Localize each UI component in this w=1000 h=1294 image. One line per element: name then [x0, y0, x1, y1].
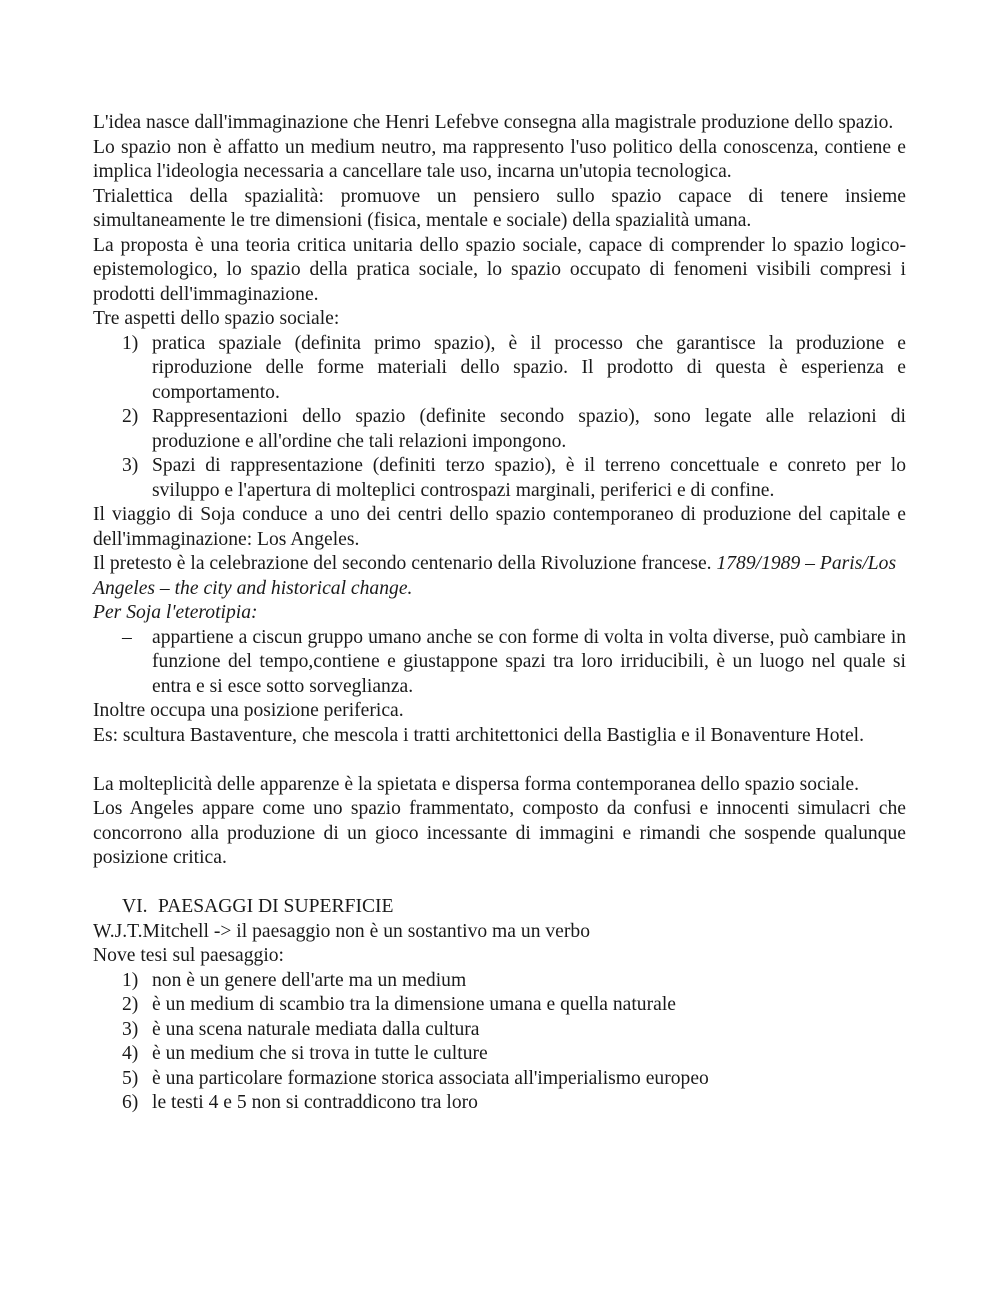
list-item — [93, 969, 906, 994]
list-item-text: pratica spaziale (definita primo spazio), è il processo che garantisce la produzione e riproduzione delle forme materiali dello spazio. Il prodotto di questa è esperienza e comportamento. — [152, 332, 906, 403]
paragraph-pretext — [93, 552, 906, 601]
list-item-text: non è un genere dell'arte ma un medium — [152, 969, 467, 991]
list-item — [93, 332, 906, 406]
list-number: 6) — [122, 1092, 139, 1113]
pretext-plain: Il pretesto è la celebrazione del secondo centenario della Rivoluzione francese. — [93, 553, 717, 574]
list-number: 3) — [122, 1018, 139, 1040]
list-number: 2) — [122, 406, 139, 427]
paragraph-space-not-neutral: Lo spazio non è affatto un medium neutro, ma rappresento l'uso politico della conoscenza, contiene e implica l'ideologia necessaria a cancellare tale uso, incarna un'utopia tecnologica. — [93, 136, 906, 182]
document-body — [93, 111, 906, 1116]
list-item — [93, 626, 906, 700]
paragraph-soja-trip: Il viaggio di Soja conduce a uno dei centri dello spazio contemporaneo di produzione del capitale e dell'immaginazione: Los Angeles. — [93, 504, 906, 550]
list-number: 2) — [122, 994, 139, 1015]
list-item — [93, 454, 906, 503]
list-number: 3) — [122, 455, 139, 476]
blank-line — [93, 871, 906, 896]
section-title: PAESAGGI DI SUPERFICIE — [158, 896, 394, 917]
list-item — [93, 993, 906, 1018]
list-item-text: le testi 4 e 5 non si contraddicono tra loro — [152, 1092, 478, 1113]
paragraph-example: Es: scultura Bastaventure, che mescola i tratti architettonici della Bastiglia e il Bonaventure Hotel. — [93, 724, 864, 746]
list-item — [93, 1091, 906, 1116]
section-number: VI. — [122, 896, 148, 917]
paragraph-peripheral: Inoltre occupa una posizione periferica. — [93, 700, 404, 721]
aspects-list — [93, 332, 906, 504]
list-item — [93, 405, 906, 454]
theses-list — [93, 969, 906, 1116]
list-number: 1) — [122, 332, 139, 354]
list-number: 4) — [122, 1043, 139, 1064]
paragraph-three-aspects-intro: Tre aspetti dello spazio sociale: — [93, 308, 340, 329]
section-heading — [93, 895, 906, 920]
blank-line — [93, 748, 906, 773]
paragraph-critical-theory: La proposta è una teoria critica unitaria dello spazio sociale, capace di comprender lo spazio logico-epistemologico, lo spazio della pratica sociale, lo spazio occupato di fenomeni visibili compresi i prodotti dell'immaginazione. — [93, 234, 906, 305]
dash-bullet: – — [122, 626, 132, 648]
list-item-text: Rappresentazioni dello spazio (definite secondo spazio), sono legate alle relazioni di produzione e all'ordine che tali relazioni impongono. — [152, 406, 906, 452]
paragraph-lefebvre-idea: L'idea nasce dall'immaginazione che Henri Lefebve consegna alla magistrale produzione dello spazio. — [93, 112, 894, 133]
list-item-text: appartiene a ciscun gruppo umano anche se con forme di volta in volta diverse, può cambiare in funzione del tempo,contiene e giustappone spazi tra loro irriducibili, è un luogo nel quale si entra e si esce sotto sorveglianza. — [152, 626, 906, 697]
list-item-text: è un medium che si trova in tutte le culture — [152, 1043, 488, 1064]
list-item-text: è una scena naturale mediata dalla cultura — [152, 1018, 480, 1040]
list-item-text: è un medium di scambio tra la dimensione umana e quella naturale — [152, 994, 676, 1015]
list-item — [93, 1018, 906, 1043]
paragraph-theses-intro: Nove tesi sul paesaggio: — [93, 945, 285, 966]
paragraph-multiplicity: La molteplicità delle apparenze è la spietata e dispersa forma contemporanea dello spazio sociale. — [93, 773, 859, 795]
list-item — [93, 1042, 906, 1067]
paragraph-mitchell: W.J.T.Mitchell -> il paesaggio non è un sostantivo ma un verbo — [93, 920, 590, 942]
paragraph-los-angeles: Los Angeles appare come uno spazio frammentato, composto da confusi e innocenti simulacri che concorrono alla produzione di un gioco incessante di immagini e rimandi che sospende qualunque posizione critica. — [93, 798, 906, 868]
list-item-text: Spazi di rappresentazione (definiti terzo spazio), è il terreno concettuale e conreto per lo sviluppo e l'apertura di molteplici controspazi marginali, periferici e di confine. — [152, 455, 906, 501]
paragraph-trialectics: Trialettica della spazialità: promuove un pensiero sullo spazio capace di tenere insieme simultaneamente le tre dimensioni (fisica, mentale e sociale) della spazialità umana. — [93, 185, 906, 231]
heterotopia-heading: Per Soja l'eterotipia: — [93, 602, 258, 623]
list-item — [93, 1067, 906, 1092]
list-number: 1) — [122, 969, 139, 991]
list-number: 5) — [122, 1067, 139, 1089]
pretext-italic-title: 1789/1989 – Paris/Los Angeles – the city and historical change. — [93, 553, 897, 599]
list-item-text: è una particolare formazione storica associata all'imperialismo europeo — [152, 1067, 709, 1089]
